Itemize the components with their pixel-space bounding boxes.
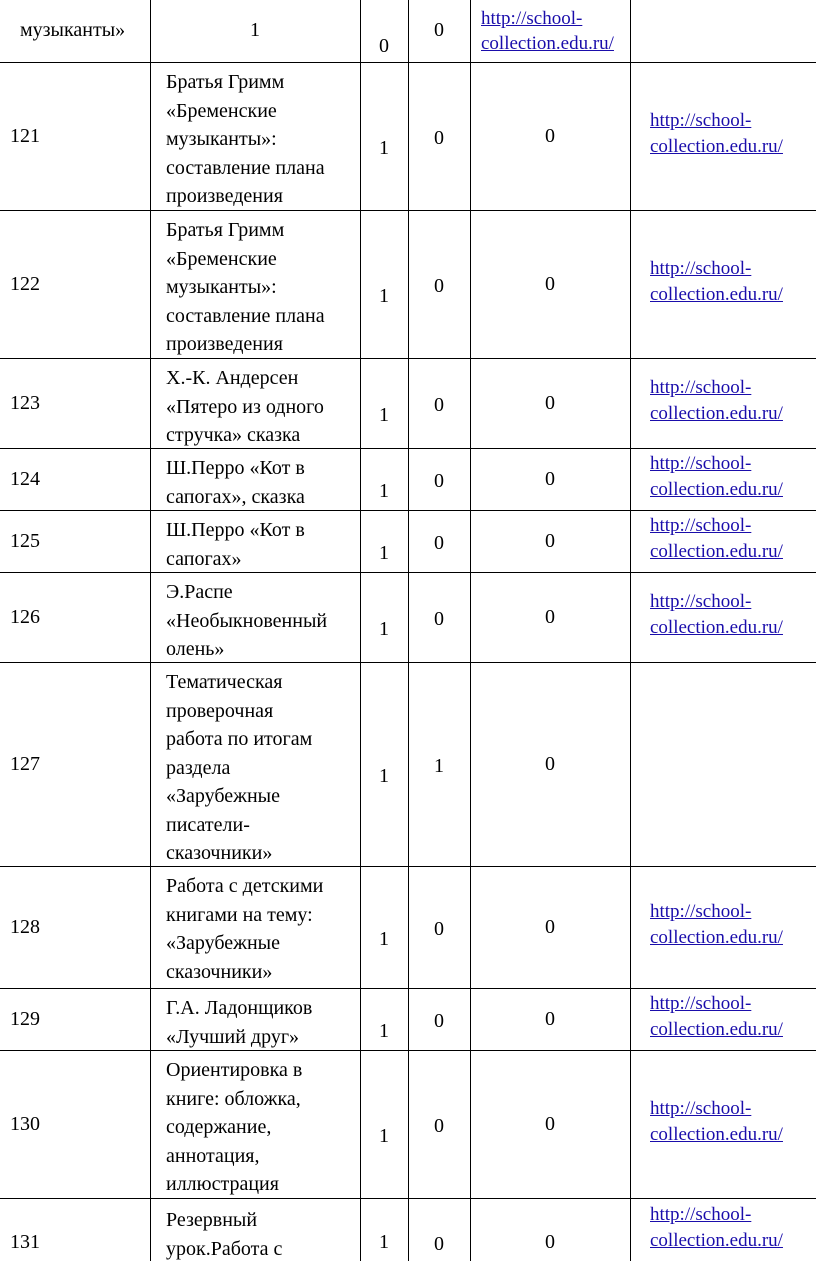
resource-link[interactable]: collection.edu.ru/	[650, 282, 783, 308]
row-title-line: сапогах»	[166, 545, 242, 574]
row-title-line: Х.-К. Андерсен	[166, 364, 298, 393]
row-title-line: Ш.Перро «Кот в	[166, 454, 305, 483]
resource-link[interactable]: http://school-	[650, 899, 751, 925]
row-practical: 0	[470, 465, 630, 494]
row-hours: 1	[150, 16, 360, 45]
resource-link[interactable]: http://school-	[650, 451, 751, 477]
row-title-line: аннотация,	[166, 1142, 260, 1171]
row-title-line: Ш.Перро «Кот в	[166, 516, 305, 545]
row-number: 123	[10, 389, 40, 418]
row-title-line: писатели-	[166, 811, 250, 840]
row-number: 125	[10, 527, 40, 556]
row-practical: 0	[470, 122, 630, 151]
resource-link[interactable]: collection.edu.ru/	[650, 1017, 783, 1043]
row-practical: 0	[470, 913, 630, 942]
resource-link[interactable]: collection.edu.ru/	[650, 401, 783, 427]
resource-link[interactable]: http://school-	[481, 6, 582, 32]
row-number: 129	[10, 1005, 40, 1034]
resource-link[interactable]: collection.edu.ru/	[650, 925, 783, 951]
row-control: 0	[408, 272, 470, 301]
row-title-line: урок.Работа с	[166, 1235, 282, 1263]
row-hours: 1	[360, 282, 408, 311]
row-hours: 1	[360, 477, 408, 506]
row-hours: 1	[360, 615, 408, 644]
row-title-line: проверочная	[166, 697, 273, 726]
row-title-line: содержание,	[166, 1113, 271, 1142]
row-control: 0	[408, 605, 470, 634]
row-title-line: «Пятеро из одного	[166, 393, 324, 422]
row-title-line: работа по итогам	[166, 725, 312, 754]
row-title-line: «Необыкновенный	[166, 607, 327, 636]
row-title-line: олень»	[166, 635, 224, 664]
row-hours: 1	[360, 1228, 408, 1257]
resource-link[interactable]: collection.edu.ru/	[650, 477, 783, 503]
resource-link[interactable]: collection.edu.ru/	[650, 1122, 783, 1148]
row-control: 1	[408, 752, 470, 781]
row-title-line: музыканты»:	[166, 125, 277, 154]
row-control: 0	[408, 1230, 470, 1259]
row-title-line: книге: обложка,	[166, 1085, 301, 1114]
row-practical: 0	[470, 750, 630, 779]
row-control: 0	[408, 529, 470, 558]
resource-link[interactable]: collection.edu.ru/	[650, 134, 783, 160]
row-hours: 1	[360, 1017, 408, 1046]
row-title-line: Тематическая	[166, 668, 282, 697]
row-practical: 0	[470, 527, 630, 556]
row-number: 124	[10, 465, 40, 494]
resource-link[interactable]: http://school-	[650, 513, 751, 539]
row-title-line: составление плана	[166, 302, 325, 331]
resource-link[interactable]: http://school-	[650, 256, 751, 282]
row-number: 126	[10, 603, 40, 632]
row-practical: 0	[470, 1110, 630, 1139]
row-title-line: сказочники»	[166, 839, 272, 868]
row-hours: 1	[360, 762, 408, 791]
row-number: 131	[10, 1228, 40, 1257]
resource-link[interactable]: http://school-	[650, 1096, 751, 1122]
row-control: 0	[408, 1007, 470, 1036]
row-hours: 1	[360, 134, 408, 163]
resource-link[interactable]: http://school-	[650, 375, 751, 401]
row-number: 130	[10, 1110, 40, 1139]
row-title-line: «Зарубежные	[166, 782, 280, 811]
row-title-line: произведения	[166, 330, 283, 359]
grid-line	[470, 0, 471, 1261]
grid-line	[630, 0, 631, 1261]
row-title-line: «Бременские	[166, 97, 277, 126]
row-title-line: сказочники»	[166, 958, 272, 987]
row-title-line: Братья Гримм	[166, 68, 284, 97]
row-title-line: музыканты»:	[166, 273, 277, 302]
row-practical: 0	[470, 1228, 630, 1257]
resource-link[interactable]: collection.edu.ru/	[650, 615, 783, 641]
row-number: 127	[10, 750, 40, 779]
row-hours: 1	[360, 539, 408, 568]
row-title-line: произведения	[166, 182, 283, 211]
row-control: 0	[360, 32, 408, 61]
row-number: 128	[10, 913, 40, 942]
resource-link[interactable]: http://school-	[650, 1202, 751, 1228]
resource-link[interactable]: collection.edu.ru/	[650, 539, 783, 565]
row-title-line: книгами на тему:	[166, 901, 313, 930]
resource-link[interactable]: http://school-	[650, 108, 751, 134]
row-title-line: сапогах», сказка	[166, 483, 305, 512]
row-title-line: Г.А. Ладонщиков	[166, 994, 312, 1023]
row-title-line: Ориентировка в	[166, 1056, 302, 1085]
row-title-line: Резервный	[166, 1206, 257, 1235]
row-control: 0	[408, 391, 470, 420]
grid-line	[360, 0, 361, 1261]
resource-link[interactable]: collection.edu.ru/	[650, 1228, 783, 1254]
row-title-line: Братья Гримм	[166, 216, 284, 245]
resource-link[interactable]: collection.edu.ru/	[481, 31, 614, 57]
row-hours: 1	[360, 925, 408, 954]
row-title-line: «Бременские	[166, 245, 277, 274]
row-control: 0	[408, 1112, 470, 1141]
row-title-line: составление плана	[166, 154, 325, 183]
row-control: 0	[408, 124, 470, 153]
row-title-line: раздела	[166, 754, 230, 783]
row-title-line: иллюстрация	[166, 1170, 279, 1199]
row-title-line: «Зарубежные	[166, 929, 280, 958]
row-number: 121	[10, 122, 40, 151]
row-title-line: «Лучший друг»	[166, 1023, 299, 1052]
row-title-line: стручка» сказка	[166, 421, 300, 450]
row-practical: 0	[470, 603, 630, 632]
row-practical: 0	[470, 1005, 630, 1034]
resource-link[interactable]: http://school-	[650, 589, 751, 615]
row-hours: 1	[360, 401, 408, 430]
resource-link[interactable]: http://school-	[650, 991, 751, 1017]
row-hours: 1	[360, 1122, 408, 1151]
row-practical: 0	[470, 270, 630, 299]
row-practical: 0	[470, 389, 630, 418]
grid-line	[150, 0, 151, 1261]
row-title-line: Работа с детскими	[166, 872, 323, 901]
row-practical: 0	[408, 16, 470, 45]
row-control: 0	[408, 467, 470, 496]
row-number: 122	[10, 270, 40, 299]
row-control: 0	[408, 915, 470, 944]
row-title-tail: музыканты»	[20, 16, 125, 45]
row-title-line: Э.Распе	[166, 578, 233, 607]
grid-line	[408, 0, 409, 1261]
